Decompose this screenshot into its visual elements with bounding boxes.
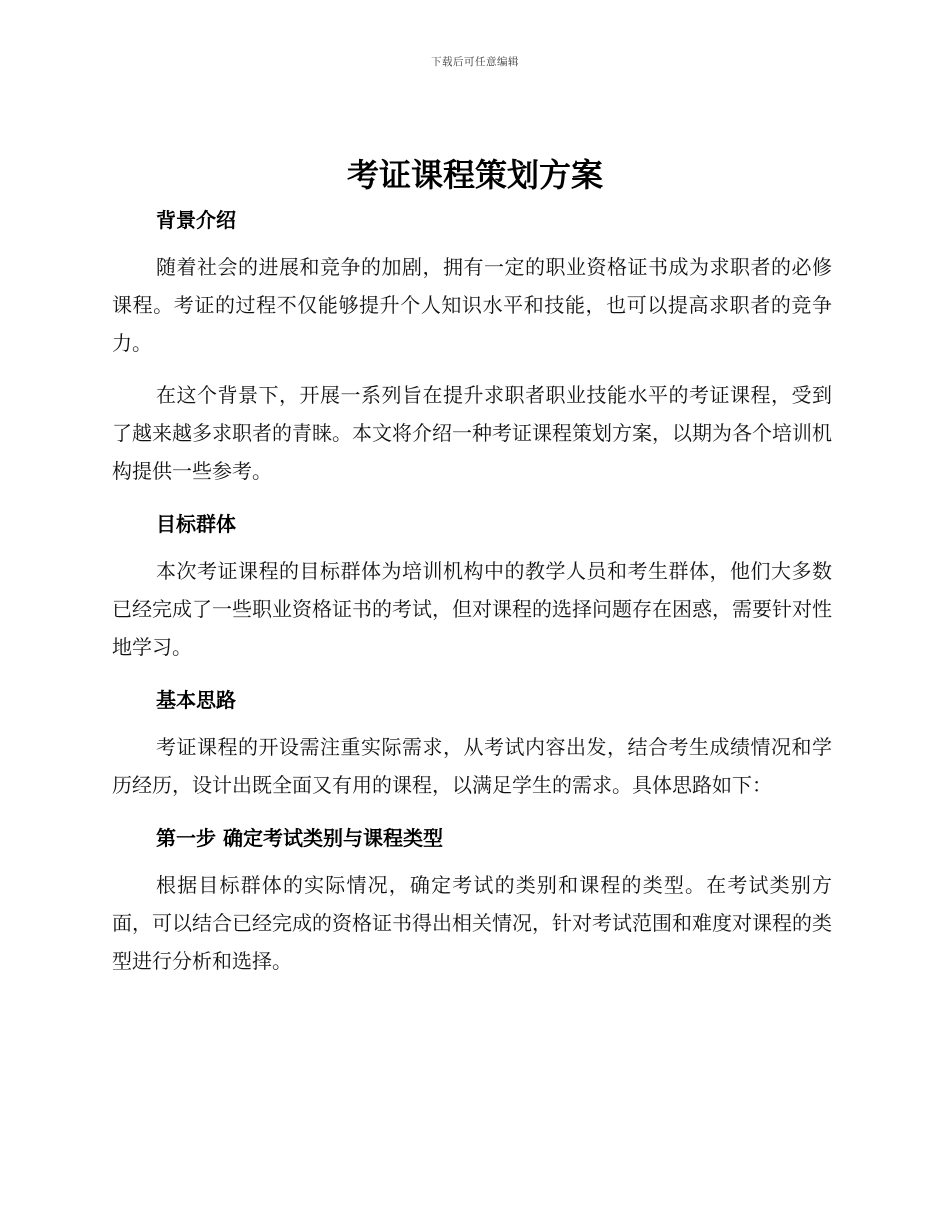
section-heading: 基本思路 [156, 688, 236, 712]
section-target-group [112, 504, 832, 666]
body-paragraph: 本次考证课程的目标群体为培训机构中的教学人员和考生群体，他们大多数已经完成了一些职业资格证书的考试，但对课程的选择问题存在困惑，需要针对性地学习。 [112, 559, 832, 659]
document-body [112, 200, 832, 994]
body-paragraph: 随着社会的进展和竞争的加剧，拥有一定的职业资格证书成为求职者的必修课程。考证的过程不仅能够提升个人知识水平和技能，也可以提高求职者的竞争力。 [112, 255, 832, 355]
section-step-one [112, 818, 832, 980]
section-basic-approach [112, 680, 832, 804]
section-background [112, 200, 832, 490]
section-heading: 目标群体 [156, 512, 236, 536]
document-title: 考证课程策划方案 [346, 156, 603, 194]
body-paragraph: 在这个背景下，开展一系列旨在提升求职者职业技能水平的考证课程，受到了越来越多求职者的青睐。本文将介绍一种考证课程策划方案，以期为各个培训机构提供一些参考。 [112, 383, 832, 483]
body-paragraph: 考证课程的开设需注重实际需求，从考试内容出发，结合考生成绩情况和学历经历，设计出既全面又有用的课程，以满足学生的需求。具体思路如下： [112, 735, 832, 797]
body-paragraph: 根据目标群体的实际情况，确定考试的类别和课程的类型。在考试类别方面，可以结合已经完成的资格证书得出相关情况，针对考试范围和难度对课程的类型进行分析和选择。 [112, 873, 832, 973]
section-heading: 背景介绍 [156, 208, 236, 232]
header-note: 下载后可任意编辑 [431, 56, 519, 68]
section-heading: 第一步 确定考试类别与课程类型 [156, 826, 443, 850]
